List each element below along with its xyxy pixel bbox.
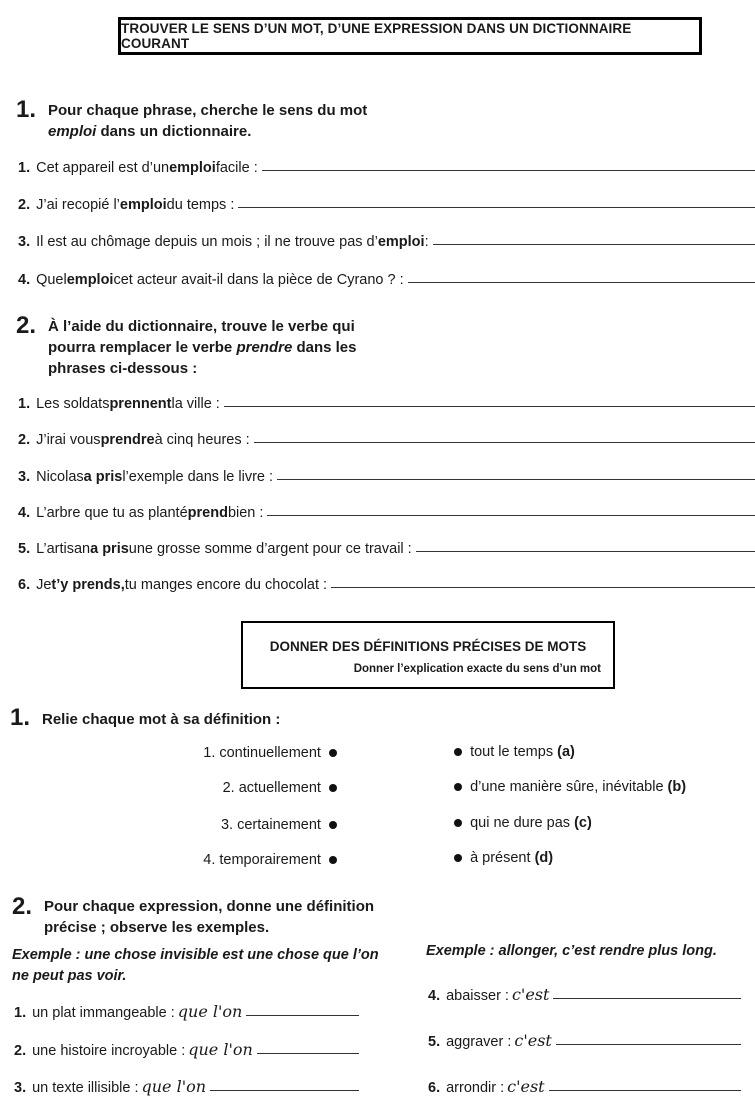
item-number: 4. <box>428 988 441 1004</box>
item-text: L’arbre que tu as planté <box>36 505 188 521</box>
match-right-item[interactable] <box>454 744 575 760</box>
prompt-line: précise ; observe les exemples. <box>44 919 270 936</box>
item-keyword: prennent <box>109 396 172 412</box>
answer-line[interactable] <box>267 514 755 516</box>
item-number: 3. <box>18 469 31 485</box>
answer-line[interactable] <box>224 405 755 407</box>
exercise-number: 1. <box>16 96 37 123</box>
item-text: arrondir : <box>446 1080 505 1096</box>
item-keyword: emploi <box>66 272 114 288</box>
exercise-2-item <box>18 541 755 557</box>
match-left-item[interactable] <box>203 852 337 868</box>
section-title-1: TROUVER LE SENS D’UN MOT, D’UNE EXPRESSION DANS UN DICTIONNAIRE COURANT <box>121 21 632 51</box>
answer-line[interactable] <box>210 1089 359 1091</box>
item-text: L’artisan <box>36 541 91 557</box>
match-word: 2. actuellement <box>222 780 321 796</box>
prompt-line: Pour chaque expression, donne une définition <box>44 898 375 915</box>
item-text: tu manges encore du chocolat : <box>124 577 328 593</box>
exercise-2-prompt <box>48 316 357 379</box>
exercise-4-item <box>428 985 741 1004</box>
match-key: (d) <box>534 850 554 866</box>
answer-line[interactable] <box>238 206 755 208</box>
item-text: cet acteur avait-il dans la pièce de Cyrano ? : <box>113 272 404 288</box>
item-number: 1. <box>18 396 31 412</box>
item-text: un plat immangeable : <box>32 1005 175 1021</box>
handwritten-answer: c'est <box>511 985 550 1004</box>
exercise-1-prompt <box>48 100 367 142</box>
answer-line[interactable] <box>433 243 755 245</box>
answer-line[interactable] <box>277 478 755 480</box>
item-keyword: prend <box>187 505 228 521</box>
match-right-item[interactable] <box>454 815 592 831</box>
answer-line[interactable] <box>262 169 755 171</box>
handwritten-answer: que l'on <box>177 1002 243 1021</box>
exercise-2-item <box>18 505 755 521</box>
bullet-dot-icon[interactable] <box>454 783 462 791</box>
item-text: une grosse somme d’argent pour ce travail : <box>128 541 412 557</box>
exercise-4-item <box>14 1002 359 1021</box>
match-word: 1. continuellement <box>203 745 321 761</box>
item-text: facile : <box>215 160 258 176</box>
item-text: Quel <box>36 272 67 288</box>
exercise-4-heading <box>12 893 32 921</box>
match-key: (b) <box>667 779 687 795</box>
item-number: 3. <box>18 234 31 250</box>
exercise-4-prompt <box>44 896 374 938</box>
example-line: ne peut pas voir. <box>12 968 127 984</box>
match-right-item[interactable] <box>454 850 553 866</box>
answer-line[interactable] <box>246 1014 359 1016</box>
answer-line[interactable] <box>408 281 755 283</box>
section-subtitle-2: Donner l’explication exacte du sens d’un mot <box>353 663 601 675</box>
emphasized-word: prendre <box>236 339 293 356</box>
handwritten-answer: que l'on <box>188 1040 253 1059</box>
exercise-4-item <box>14 1040 359 1059</box>
section-title-2: DONNER DES DÉFINITIONS PRÉCISES DE MOTS <box>269 639 587 654</box>
exercise-number: 2. <box>12 893 33 920</box>
match-key: (c) <box>574 815 592 831</box>
item-text: J’ai recopié l’ <box>36 197 120 213</box>
item-number: 3. <box>14 1080 27 1096</box>
item-keyword: a pris <box>83 469 123 485</box>
handwritten-answer: c'est <box>507 1077 545 1096</box>
exercise-1-heading <box>16 96 36 124</box>
item-keyword: emploi <box>169 160 216 176</box>
exercise-2-item <box>18 469 755 485</box>
example-left <box>12 945 382 987</box>
exercise-number: 1. <box>10 704 31 731</box>
answer-line[interactable] <box>331 586 755 588</box>
match-left-item[interactable] <box>223 780 337 796</box>
item-number: 2. <box>18 432 31 448</box>
item-text: abaisser : <box>446 988 509 1004</box>
match-definition: tout le temps <box>470 744 558 760</box>
exercise-1-item <box>18 272 755 288</box>
example-right: Exemple : allonger, c’est rendre plus long. <box>426 943 717 959</box>
prompt-line: À l’aide du dictionnaire, trouve le verbe qui <box>48 318 355 335</box>
emphasized-word: emploi <box>48 123 97 140</box>
match-word: 3. certainement <box>220 817 321 833</box>
item-text: un texte illisible : <box>32 1080 139 1096</box>
item-keyword: emploi <box>377 234 425 250</box>
item-number: 2. <box>18 197 31 213</box>
prompt-text: pourra remplacer le verbe <box>48 339 237 356</box>
example-line: Exemple : une chose invisible est une chose que l’on <box>12 947 379 963</box>
answer-line[interactable] <box>553 997 741 999</box>
exercise-4-item <box>428 1031 741 1050</box>
bullet-dot-icon[interactable] <box>454 748 462 756</box>
prompt-text: dans un dictionnaire. <box>96 123 252 140</box>
item-number: 5. <box>18 541 31 557</box>
handwritten-answer: c'est <box>514 1031 552 1050</box>
prompt-line: phrases ci-dessous : <box>48 360 198 377</box>
bullet-dot-icon[interactable] <box>329 784 337 792</box>
item-text: Il est au chômage depuis un mois ; il ne trouve pas d’ <box>36 234 378 250</box>
prompt-line <box>48 337 357 358</box>
item-number: 5. <box>428 1034 441 1050</box>
exercise-1-item <box>18 234 755 250</box>
item-text: une histoire incroyable : <box>32 1043 186 1059</box>
item-number: 6. <box>428 1080 441 1096</box>
exercise-4-item <box>14 1077 359 1096</box>
match-word: 4. temporairement <box>203 852 321 868</box>
match-left-item[interactable] <box>203 745 337 761</box>
prompt-text: dans les <box>292 339 357 356</box>
bullet-dot-icon[interactable] <box>454 819 462 827</box>
answer-line[interactable] <box>416 550 755 552</box>
item-text: la ville : <box>171 396 220 412</box>
answer-line[interactable] <box>254 441 755 443</box>
match-definition: d’une manière sûre, inévitable <box>470 779 668 795</box>
item-text: : <box>424 234 429 250</box>
exercise-2-item <box>18 396 755 412</box>
bullet-dot-icon[interactable] <box>329 856 337 864</box>
match-left-item[interactable] <box>221 817 337 833</box>
answer-line[interactable] <box>257 1052 359 1054</box>
match-definition: qui ne dure pas <box>470 815 575 831</box>
exercise-2-item <box>18 577 755 593</box>
item-number: 6. <box>18 577 31 593</box>
answer-line[interactable] <box>556 1043 741 1045</box>
item-keyword: emploi <box>119 197 167 213</box>
exercise-number: 2. <box>16 312 37 339</box>
item-number: 4. <box>18 272 31 288</box>
item-number: 1. <box>18 160 31 176</box>
item-number: 1. <box>14 1005 27 1021</box>
exercise-4-item <box>428 1077 741 1096</box>
item-text: Nicolas <box>36 469 84 485</box>
bullet-dot-icon[interactable] <box>329 821 337 829</box>
exercise-2-heading <box>16 312 36 340</box>
answer-line[interactable] <box>549 1089 741 1091</box>
exercise-3-heading <box>10 704 30 732</box>
match-right-item[interactable] <box>454 779 686 795</box>
section-title-box-1 <box>118 17 702 55</box>
item-keyword: a pris <box>90 541 129 557</box>
prompt-line: Pour chaque phrase, cherche le sens du mot <box>48 102 368 119</box>
item-text: à cinq heures : <box>154 432 250 448</box>
item-keyword: prendre <box>100 432 155 448</box>
match-definition: à présent <box>470 850 535 866</box>
bullet-dot-icon[interactable] <box>329 749 337 757</box>
exercise-1-item <box>18 160 755 176</box>
item-text: Cet appareil est d’un <box>36 160 170 176</box>
exercise-2-item <box>18 432 755 448</box>
item-text: bien : <box>227 505 264 521</box>
item-text: du temps : <box>166 197 235 213</box>
item-text: Je <box>36 577 52 593</box>
item-number: 2. <box>14 1043 27 1059</box>
exercise-3-prompt: Relie chaque mot à sa définition : <box>42 711 281 728</box>
handwritten-answer: que l'on <box>141 1077 207 1096</box>
item-number: 4. <box>18 505 31 521</box>
bullet-dot-icon[interactable] <box>454 854 462 862</box>
item-keyword: t’y prends, <box>51 577 125 593</box>
prompt-line <box>48 121 367 142</box>
section-title-box-2 <box>241 621 615 689</box>
item-text: aggraver : <box>446 1034 512 1050</box>
item-text: Les soldats <box>36 396 110 412</box>
item-text: J’irai vous <box>36 432 101 448</box>
item-text: l’exemple dans le livre : <box>122 469 274 485</box>
exercise-1-item <box>18 197 755 213</box>
match-key: (a) <box>557 744 575 760</box>
